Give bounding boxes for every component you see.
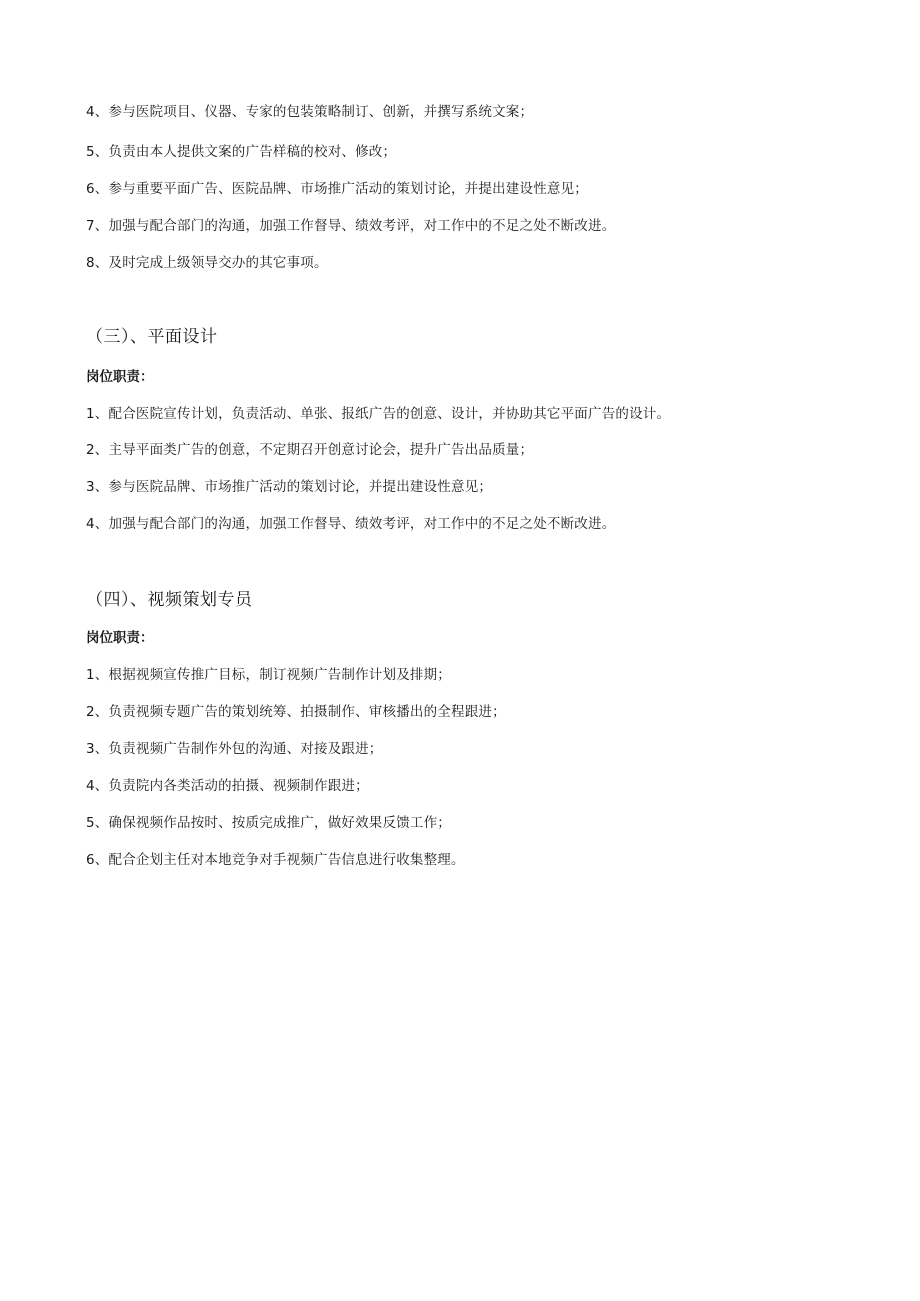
list-item: 3、参与医院品牌、市场推广活动的策划讨论，并提出建设性意见； <box>86 479 493 495</box>
list-item: 5、确保视频作品按时、按质完成推广，做好效果反馈工作； <box>86 815 451 831</box>
list-item: 2、负责视频专题广告的策划统筹、拍摄制作、审核播出的全程跟进； <box>86 704 506 720</box>
duty-label: 岗位职责： <box>86 369 154 385</box>
section-heading-graphic-design: （三）、平面设计 <box>86 327 218 347</box>
section-heading-video-planner: （四）、视频策划专员 <box>86 590 253 610</box>
list-item: 7、加强与配合部门的沟通，加强工作督导、绩效考评，对工作中的不足之处不断改进。 <box>86 218 616 234</box>
list-item: 2、主导平面类广告的创意，不定期召开创意讨论会，提升广告出品质量； <box>86 442 534 458</box>
list-item: 1、配合医院宣传计划，负责活动、单张、报纸广告的创意、设计，并协助其它平面广告的设计。 <box>86 406 671 422</box>
list-item: 4、参与医院项目、仪器、专家的包装策略制订、创新，并撰写系统文案； <box>86 104 534 120</box>
list-item: 4、负责院内各类活动的拍摄、视频制作跟进； <box>86 778 369 794</box>
list-item: 1、根据视频宣传推广目标，制订视频广告制作计划及排期； <box>86 667 451 683</box>
list-item: 4、加强与配合部门的沟通，加强工作督导、绩效考评，对工作中的不足之处不断改进。 <box>86 516 616 532</box>
list-item: 5、负责由本人提供文案的广告样稿的校对、修改； <box>86 144 397 160</box>
list-item: 6、配合企划主任对本地竞争对手视频广告信息进行收集整理。 <box>86 852 465 868</box>
list-item: 6、参与重要平面广告、医院品牌、市场推广活动的策划讨论，并提出建设性意见； <box>86 181 588 197</box>
list-item: 3、负责视频广告制作外包的沟通、对接及跟进； <box>86 741 383 757</box>
list-item: 8、及时完成上级领导交办的其它事项。 <box>86 255 328 271</box>
duty-label: 岗位职责： <box>86 630 154 646</box>
